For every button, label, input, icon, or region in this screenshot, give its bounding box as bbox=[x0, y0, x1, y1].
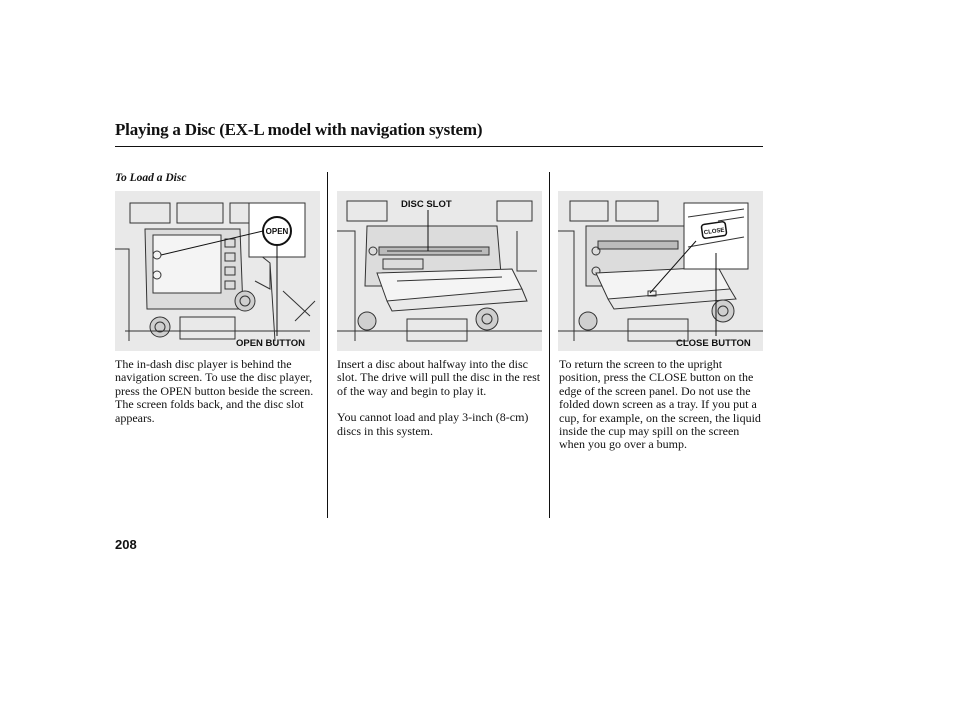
title-rule bbox=[115, 146, 763, 147]
paragraph: You cannot load and play 3-inch (8-cm) discs in this system. bbox=[337, 410, 529, 438]
page-number: 208 bbox=[115, 537, 137, 552]
open-button-label: OPEN bbox=[265, 227, 289, 236]
figure-close-button bbox=[558, 191, 763, 351]
page-title: Playing a Disc (EX-L model with navigation system) bbox=[115, 120, 483, 139]
disc-slot-callout: DISC SLOT bbox=[401, 199, 452, 210]
column-2-text bbox=[337, 358, 543, 451]
close-button-label: CLOSE bbox=[703, 227, 725, 237]
close-button-callout: CLOSE BUTTON bbox=[676, 338, 751, 349]
figure-disc-slot bbox=[337, 191, 542, 351]
figure-open-button bbox=[115, 191, 320, 351]
illustration-close-button bbox=[558, 191, 763, 351]
column-divider-2 bbox=[549, 172, 550, 518]
illustration-disc-slot bbox=[337, 191, 542, 351]
illustration-open-button bbox=[115, 191, 320, 351]
paragraph: To return the screen to the upright position, press the CLOSE button on the edge of the screen panel. Do not use the folded down screen as a tray. If you put a cup, for example, on the screen, the liquid inside the cup may spill on the screen when you go over a bump. bbox=[559, 357, 761, 452]
section-subheading: To Load a Disc bbox=[115, 172, 187, 184]
paragraph: Insert a disc about halfway into the disc slot. The drive will pull the disc in the rest of the way and begin to play it. bbox=[337, 357, 541, 398]
paragraph: The in-dash disc player is behind the navigation screen. To use the disc player, press the OPEN button beside the screen. The screen folds back, and the disc slot appears. bbox=[115, 357, 314, 425]
column-1-text bbox=[115, 358, 321, 438]
column-3-text bbox=[559, 358, 765, 465]
column-divider-1 bbox=[327, 172, 328, 518]
open-button-callout: OPEN BUTTON bbox=[236, 338, 305, 349]
